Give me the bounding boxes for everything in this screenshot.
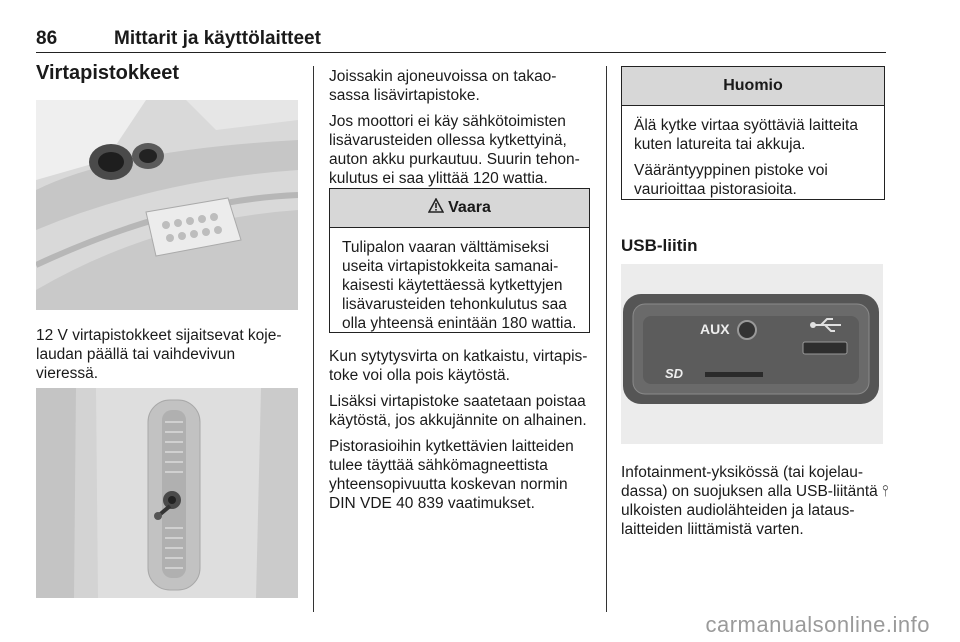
warning-header [330, 189, 589, 228]
usb-panel-illustration [621, 264, 883, 444]
column-1-caption [36, 326, 298, 390]
rear-socket-illustration [36, 388, 298, 598]
watermark: carmanualsonline.info [705, 612, 930, 637]
usb-description [621, 463, 889, 546]
column-divider-1 [313, 66, 314, 612]
usb-text: Infotainment-yksikössä (tai kojelau-dassa) on suojuksen alla USB-liitäntä ⫯ ulkoisten audiolähteiden ja lataus-laitteiden liittämistä varten. [621, 464, 889, 538]
page-number: 86 [36, 28, 58, 49]
note-text-2: Vääräntyyppinen pistoke voi vaurioittaa pistorasioita. [634, 162, 828, 198]
column-2 [329, 67, 591, 195]
note-title: Huomio [723, 77, 783, 94]
chapter-title: Mittarit ja käyttölaitteet [114, 28, 321, 49]
warning-text: Tulipalon vaaran välttämiseksi useita virtapistokkeita samanai-kaisesti käytettäessä kytkettyjen lisävarusteiden tehonkulutus saa olla yhteensä enintään 180 wattia. [342, 239, 577, 332]
section-title-virtapistokkeet: Virtapistokkeet [36, 62, 180, 84]
page-header [36, 26, 886, 53]
aux-label: AUX [700, 321, 730, 337]
sd-label: SD [665, 366, 684, 381]
warning-title: Vaara [448, 199, 491, 216]
column-2-lower [329, 347, 591, 520]
socket-illustration [36, 100, 298, 310]
note-box [621, 66, 885, 200]
emc-standard-text: Pistorasioihin kytkettävien laitteiden tulee täyttää sähkömagneettista yhteensopivuutta koskevan normin DIN VDE 40 839 vaatimukset. [329, 438, 574, 512]
column-divider-2 [606, 66, 607, 612]
note-text-1: Älä kytke virtaa syöttäviä laitteita kuten latureita tai akkuja. [634, 117, 858, 153]
battery-drain-text: Jos moottori ei käy sähkötoimisten lisävarusteiden ollessa kytkettyinä, auton akku purkautuu. Suurin tehon-kulutus ei saa ylittää 120 wattia. [329, 113, 580, 187]
low-voltage-text: Lisäksi virtapistoke saatetaan poistaa käytöstä, jos akkujännite on alhainen. [329, 393, 587, 429]
rear-socket-text: Joissakin ajoneuvoissa on takao-sassa lisävirtapistoke. [329, 68, 557, 104]
socket-location-text: 12 V virtapistokkeet sijaitsevat koje-laudan päällä tai vaihdevivun vieressä. [36, 327, 282, 382]
ignition-off-text: Kun sytytysvirta on katkaistu, virtapis-toke voi olla pois käytöstä. [329, 348, 588, 384]
warning-triangle-icon [428, 198, 444, 218]
column-1 [36, 64, 298, 83]
section-title-usb: USB-liitin [621, 236, 698, 255]
usb-section-title-wrap [621, 236, 883, 255]
note-header [622, 67, 884, 106]
warning-box [329, 188, 590, 333]
